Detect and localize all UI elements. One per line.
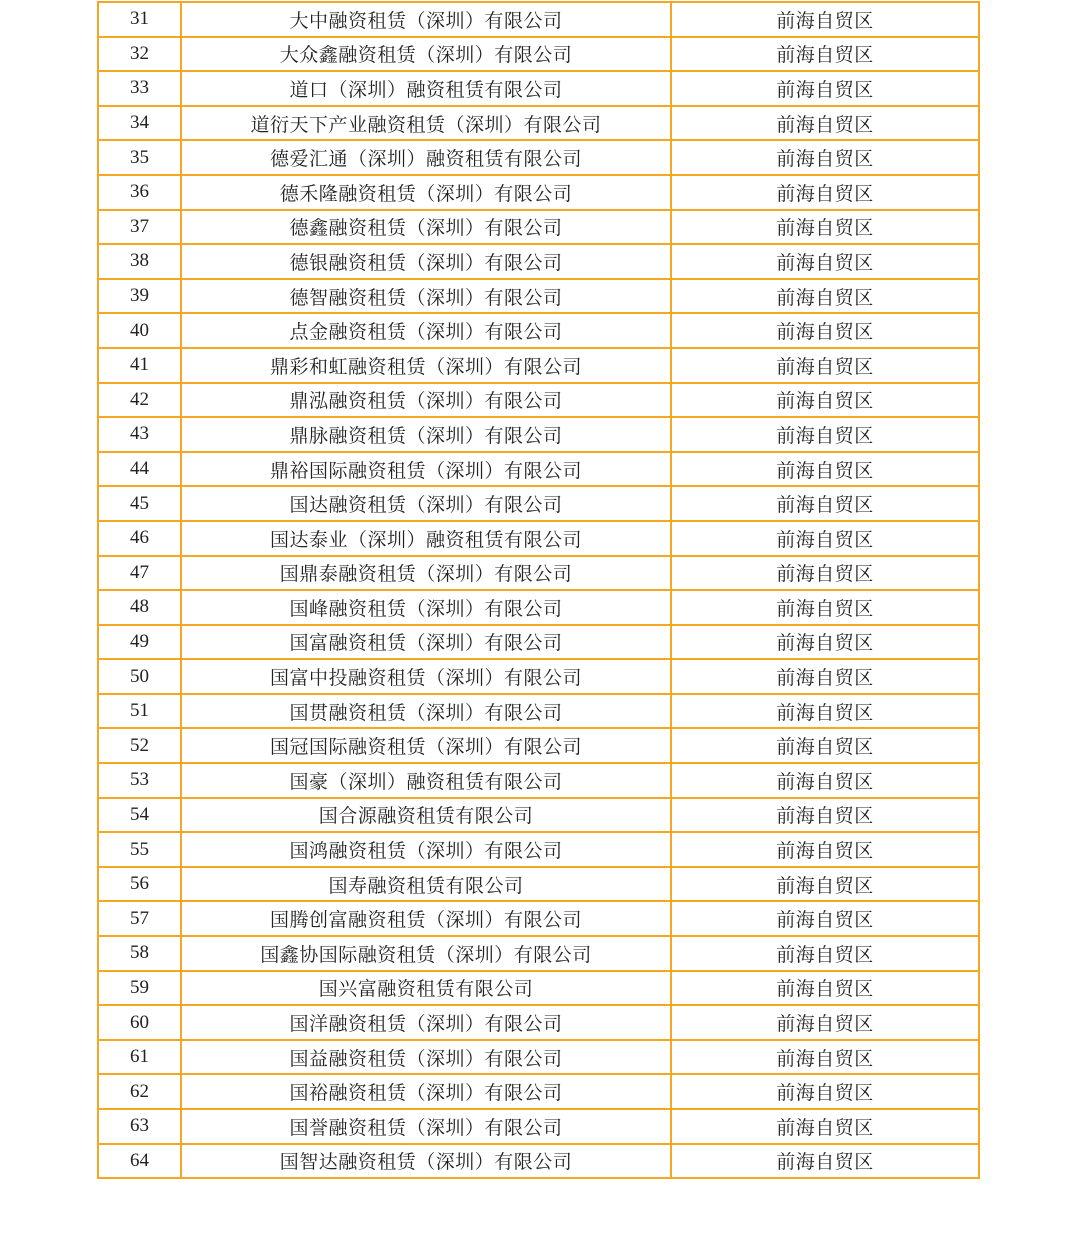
table-row — [98, 521, 979, 556]
table-row — [98, 625, 979, 660]
row-number-cell: 58 — [98, 936, 181, 971]
company-name-cell: 国鼎泰融资租赁（深圳）有限公司 — [181, 556, 671, 591]
region-cell: 前海自贸区 — [671, 556, 979, 591]
table-row — [98, 383, 979, 418]
company-name-cell: 国贯融资租赁（深圳）有限公司 — [181, 694, 671, 729]
company-name-cell: 道口（深圳）融资租赁有限公司 — [181, 71, 671, 106]
row-number-cell: 36 — [98, 175, 181, 210]
table-row — [98, 140, 979, 175]
company-name-cell: 国峰融资租赁（深圳）有限公司 — [181, 590, 671, 625]
region-cell: 前海自贸区 — [671, 244, 979, 279]
company-table-container — [97, 1, 978, 1179]
row-number-cell: 41 — [98, 348, 181, 383]
region-cell: 前海自贸区 — [671, 175, 979, 210]
region-cell: 前海自贸区 — [671, 140, 979, 175]
table-row — [98, 556, 979, 591]
table-row — [98, 867, 979, 902]
region-cell: 前海自贸区 — [671, 763, 979, 798]
region-cell: 前海自贸区 — [671, 936, 979, 971]
row-number-cell: 52 — [98, 728, 181, 763]
company-name-cell: 国达泰业（深圳）融资租赁有限公司 — [181, 521, 671, 556]
region-cell: 前海自贸区 — [671, 210, 979, 245]
region-cell: 前海自贸区 — [671, 71, 979, 106]
row-number-cell: 40 — [98, 313, 181, 348]
row-number-cell: 63 — [98, 1109, 181, 1144]
table-row — [98, 1074, 979, 1109]
table-row — [98, 486, 979, 521]
row-number-cell: 55 — [98, 832, 181, 867]
table-row — [98, 452, 979, 487]
region-cell: 前海自贸区 — [671, 2, 979, 37]
company-name-cell: 道衍天下产业融资租赁（深圳）有限公司 — [181, 106, 671, 141]
region-cell: 前海自贸区 — [671, 867, 979, 902]
table-row — [98, 728, 979, 763]
table-row — [98, 798, 979, 833]
table-row — [98, 659, 979, 694]
table-row — [98, 244, 979, 279]
region-cell: 前海自贸区 — [671, 313, 979, 348]
row-number-cell: 39 — [98, 279, 181, 314]
table-row — [98, 210, 979, 245]
row-number-cell: 47 — [98, 556, 181, 591]
region-cell: 前海自贸区 — [671, 1040, 979, 1075]
region-cell: 前海自贸区 — [671, 728, 979, 763]
row-number-cell: 59 — [98, 971, 181, 1006]
region-cell: 前海自贸区 — [671, 521, 979, 556]
table-row — [98, 348, 979, 383]
company-name-cell: 大中融资租赁（深圳）有限公司 — [181, 2, 671, 37]
row-number-cell: 50 — [98, 659, 181, 694]
region-cell: 前海自贸区 — [671, 590, 979, 625]
table-row — [98, 901, 979, 936]
region-cell: 前海自贸区 — [671, 486, 979, 521]
region-cell: 前海自贸区 — [671, 348, 979, 383]
company-name-cell: 国富融资租赁（深圳）有限公司 — [181, 625, 671, 660]
company-name-cell: 国合源融资租赁有限公司 — [181, 798, 671, 833]
row-number-cell: 34 — [98, 106, 181, 141]
table-row — [98, 71, 979, 106]
company-table — [97, 1, 980, 1179]
row-number-cell: 37 — [98, 210, 181, 245]
company-name-cell: 德爱汇通（深圳）融资租赁有限公司 — [181, 140, 671, 175]
table-row — [98, 1109, 979, 1144]
company-name-cell: 鼎裕国际融资租赁（深圳）有限公司 — [181, 452, 671, 487]
row-number-cell: 48 — [98, 590, 181, 625]
company-name-cell: 国裕融资租赁（深圳）有限公司 — [181, 1074, 671, 1109]
row-number-cell: 31 — [98, 2, 181, 37]
region-cell: 前海自贸区 — [671, 383, 979, 418]
row-number-cell: 57 — [98, 901, 181, 936]
company-name-cell: 国富中投融资租赁（深圳）有限公司 — [181, 659, 671, 694]
region-cell: 前海自贸区 — [671, 37, 979, 72]
table-row — [98, 417, 979, 452]
row-number-cell: 45 — [98, 486, 181, 521]
company-table-body — [98, 2, 979, 1178]
company-name-cell: 点金融资租赁（深圳）有限公司 — [181, 313, 671, 348]
region-cell: 前海自贸区 — [671, 659, 979, 694]
table-row — [98, 1005, 979, 1040]
row-number-cell: 33 — [98, 71, 181, 106]
table-row — [98, 1040, 979, 1075]
company-name-cell: 国达融资租赁（深圳）有限公司 — [181, 486, 671, 521]
region-cell: 前海自贸区 — [671, 279, 979, 314]
row-number-cell: 38 — [98, 244, 181, 279]
row-number-cell: 42 — [98, 383, 181, 418]
row-number-cell: 46 — [98, 521, 181, 556]
company-name-cell: 德鑫融资租赁（深圳）有限公司 — [181, 210, 671, 245]
table-row — [98, 694, 979, 729]
row-number-cell: 60 — [98, 1005, 181, 1040]
region-cell: 前海自贸区 — [671, 1005, 979, 1040]
table-row — [98, 175, 979, 210]
row-number-cell: 44 — [98, 452, 181, 487]
company-name-cell: 鼎脉融资租赁（深圳）有限公司 — [181, 417, 671, 452]
company-name-cell: 国智达融资租赁（深圳）有限公司 — [181, 1144, 671, 1179]
region-cell: 前海自贸区 — [671, 901, 979, 936]
company-name-cell: 国冠国际融资租赁（深圳）有限公司 — [181, 728, 671, 763]
row-number-cell: 49 — [98, 625, 181, 660]
company-name-cell: 德智融资租赁（深圳）有限公司 — [181, 279, 671, 314]
row-number-cell: 51 — [98, 694, 181, 729]
table-row — [98, 971, 979, 1006]
company-name-cell: 国兴富融资租赁有限公司 — [181, 971, 671, 1006]
company-name-cell: 国鸿融资租赁（深圳）有限公司 — [181, 832, 671, 867]
region-cell: 前海自贸区 — [671, 798, 979, 833]
company-name-cell: 鼎泓融资租赁（深圳）有限公司 — [181, 383, 671, 418]
table-row — [98, 37, 979, 72]
row-number-cell: 32 — [98, 37, 181, 72]
company-name-cell: 国寿融资租赁有限公司 — [181, 867, 671, 902]
row-number-cell: 53 — [98, 763, 181, 798]
table-row — [98, 106, 979, 141]
company-name-cell: 大众鑫融资租赁（深圳）有限公司 — [181, 37, 671, 72]
region-cell: 前海自贸区 — [671, 452, 979, 487]
region-cell: 前海自贸区 — [671, 1074, 979, 1109]
table-row — [98, 590, 979, 625]
row-number-cell: 62 — [98, 1074, 181, 1109]
table-row — [98, 936, 979, 971]
table-row — [98, 313, 979, 348]
row-number-cell: 54 — [98, 798, 181, 833]
company-name-cell: 国腾创富融资租赁（深圳）有限公司 — [181, 901, 671, 936]
company-name-cell: 国洋融资租赁（深圳）有限公司 — [181, 1005, 671, 1040]
region-cell: 前海自贸区 — [671, 417, 979, 452]
region-cell: 前海自贸区 — [671, 971, 979, 1006]
row-number-cell: 56 — [98, 867, 181, 902]
region-cell: 前海自贸区 — [671, 106, 979, 141]
company-name-cell: 国誉融资租赁（深圳）有限公司 — [181, 1109, 671, 1144]
row-number-cell: 61 — [98, 1040, 181, 1075]
company-name-cell: 国豪（深圳）融资租赁有限公司 — [181, 763, 671, 798]
company-name-cell: 国益融资租赁（深圳）有限公司 — [181, 1040, 671, 1075]
company-name-cell: 鼎彩和虹融资租赁（深圳）有限公司 — [181, 348, 671, 383]
row-number-cell: 64 — [98, 1144, 181, 1179]
region-cell: 前海自贸区 — [671, 1109, 979, 1144]
row-number-cell: 35 — [98, 140, 181, 175]
row-number-cell: 43 — [98, 417, 181, 452]
table-row — [98, 279, 979, 314]
region-cell: 前海自贸区 — [671, 694, 979, 729]
region-cell: 前海自贸区 — [671, 625, 979, 660]
table-row — [98, 832, 979, 867]
table-row — [98, 2, 979, 37]
company-name-cell: 德银融资租赁（深圳）有限公司 — [181, 244, 671, 279]
company-name-cell: 德禾隆融资租赁（深圳）有限公司 — [181, 175, 671, 210]
region-cell: 前海自贸区 — [671, 832, 979, 867]
table-row — [98, 1144, 979, 1179]
region-cell: 前海自贸区 — [671, 1144, 979, 1179]
table-row — [98, 763, 979, 798]
company-name-cell: 国鑫协国际融资租赁（深圳）有限公司 — [181, 936, 671, 971]
